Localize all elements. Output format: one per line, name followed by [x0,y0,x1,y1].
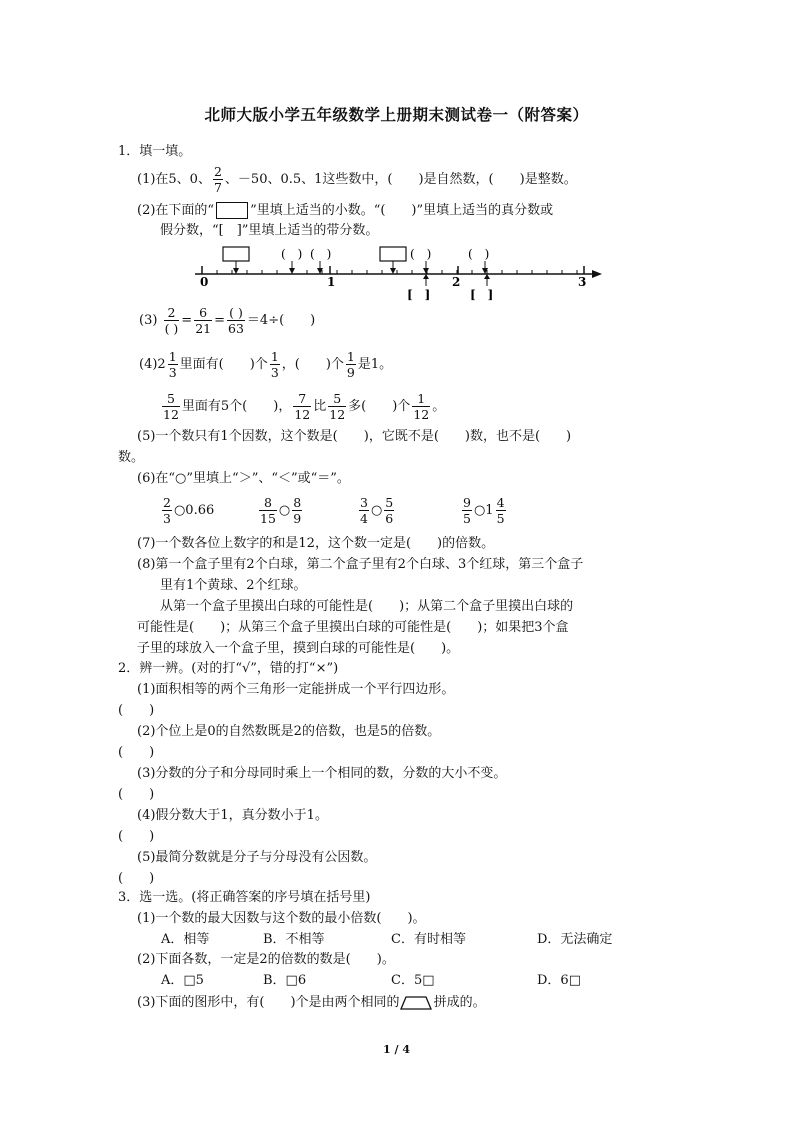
judge-blank-5[interactable]: ( ) [118,871,155,886]
choice-q2-opt-b[interactable]: B．□6 [263,973,307,988]
fraction: $\frac{2}{7}$ [213,164,222,195]
q1-8-line2: 里有1个黄球、2个红球。 [160,578,307,593]
choice-q2-opt-d[interactable]: D．6□ [537,973,581,988]
choice-q2-opt-a[interactable]: A．□5 [161,973,204,988]
q1-6-compare-1: $\frac{2}{3}$ ○0.66 [163,495,215,526]
number-line [190,244,610,306]
judge-item-5: (5)最简分数就是分子与分母没有公因数。 [137,850,377,865]
decimal-box [380,247,406,261]
page-title: 北师大版小学五年级数学上册期末测试卷一（附答案） [204,105,589,124]
q1-8-line5: 子里的球放入一个盒子里，摸到白球的可能性是( )。 [137,641,460,656]
q1-6-compare-4: $\frac{9}{5}$ ○1 $\frac{4}{5}$ [463,495,505,526]
mixed-number: 2 $\frac{1}{3}$ [157,349,177,380]
q1-7: (7)一个数各位上数字的和是12，这个数一定是( )的倍数。 [137,536,495,551]
choice-q3: (3)下面的图形中，有( )个是由两个相同的 拼成的。 [137,995,486,1010]
fraction-blank: ( ) [410,247,432,261]
nl-label-3: 3 [578,275,587,289]
q1-6-compare-2: $\frac{8}{15}$ ○ $\frac{8}{9}$ [260,495,302,526]
choice-q1-opt-d[interactable]: D．无法确定 [537,932,613,947]
decimal-box [223,247,249,261]
arrow-head-icon [592,270,602,278]
judge-item-3: (3)分数的分子和分母同时乘上一个相同的数，分数的大小不变。 [137,766,507,781]
q1-1: (1)在5、0、 $\frac{2}{7}$ 、－50、0.5、1这些数中，( )是自然数，( )是整数。 [137,164,577,195]
q1-8-line3: 从第一个盒子里摸出白球的可能性是( )；从第二个盒子里摸出白球的 [160,599,574,614]
choice-q2-opt-c[interactable]: C．5□ [391,973,435,988]
trapezoid-icon [400,995,432,1011]
q1-6-compare-3: $\frac{3}{4}$ ○ $\frac{5}{6}$ [360,495,394,526]
judge-blank-1[interactable]: ( ) [118,703,155,718]
judge-blank-3[interactable]: ( ) [118,787,155,802]
fraction-blank: ( ) [468,247,490,261]
fraction-blank: ( ) [310,247,332,261]
q1-3: (3) $\frac{2}{( )}$ = $\frac{6}{21}$ = $\frac{( )}{63}$ ＝4÷( ) [139,305,316,336]
page-number: 1 / 4 [383,1043,410,1056]
nl-label-0: 0 [200,275,209,289]
decimal-box-sample [216,202,248,219]
judge-blank-4[interactable]: ( ) [118,829,155,844]
q1-5-line1: (5)一个数只有1个因数，这个数是( )，它既不是( )数，也不是( ) [137,429,572,444]
fraction-blank: ( ) [281,247,303,261]
nl-label-1: 1 [327,275,336,289]
choice-q1-opt-c[interactable]: C．有时相等 [391,932,466,947]
mixed-number-blank: [ ] [407,288,431,302]
section-2-heading: 2．辨一辨。(对的打“√”，错的打“×”) [118,661,339,676]
mixed-number-blank: [ ] [470,288,494,302]
q1-4-line2: $\frac{5}{12}$ 里面有5个( )， $\frac{7}{12}$ 比 $\frac{5}{12}$ 多( )个 $\frac{1}{12}$ 。 [163,391,446,422]
choice-q1-opt-a[interactable]: A．相等 [161,932,210,947]
choice-q1: (1)一个数的最大因数与这个数的最小倍数( )。 [137,911,426,926]
nl-label-2: 2 [452,275,461,289]
section-1-heading: 1．填一填。 [118,144,192,159]
judge-item-4: (4)假分数大于1，真分数小于1。 [137,808,328,823]
judge-item-1: (1)面积相等的两个三角形一定能拼成一个平行四边形。 [137,682,455,697]
choice-q2: (2)下面各数，一定是2的倍数的数是( )。 [137,952,395,967]
section-3-heading: 3．选一选。(将正确答案的序号填在括号里) [118,890,371,905]
q1-8-line1: (8)第一个盒子里有2个白球，第二个盒子里有2个白球、3个红球，第三个盒子 [137,557,584,572]
choice-q1-opt-b[interactable]: B．不相等 [263,932,325,947]
judge-item-2: (2)个位上是0的自然数既是2的倍数，也是5的倍数。 [137,724,441,739]
judge-blank-2[interactable]: ( ) [118,745,155,760]
q1-8-line4: 可能性是( )；从第三个盒子里摸出白球的可能性是( )；如果把3个盒 [137,620,569,635]
q1-4-line1: (4)2 $\frac{1}{3}$ 里面有( )个 $\frac{1}{3}$ ，( )个 $\frac{1}{9}$ 是1。 [139,349,393,380]
q1-6-text: (6)在“○”里填上“＞”、“＜”或“＝”。 [137,471,350,486]
q1-2-line1: (2)在下面的“ ”里填上适当的小数。“( )”里填上适当的真分数或 [137,203,554,218]
q1-5-line2: 数。 [118,450,145,465]
q1-2-line2: 假分数，“[ ]”里填上适当的带分数。 [160,223,379,238]
